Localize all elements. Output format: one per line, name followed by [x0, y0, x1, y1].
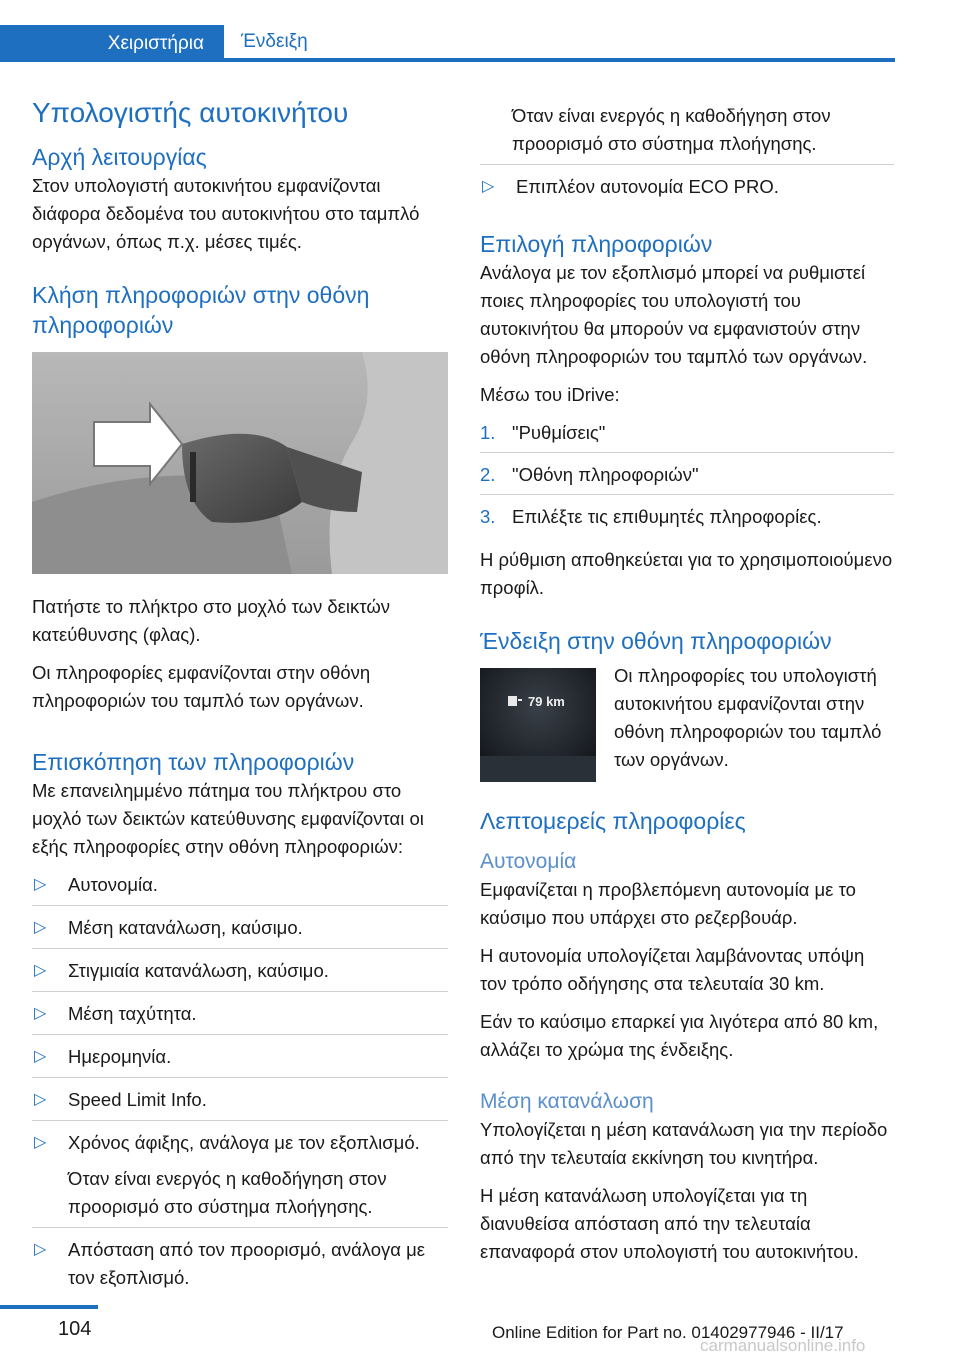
range-text-1: Εμφανίζεται η προβλεπόμενη αυτονομία με το καύσιμο που υπάρχει στο ρεζερβουάρ.	[480, 879, 856, 928]
info-display-image	[480, 668, 596, 782]
header-bar	[0, 0, 960, 62]
triangle-bullet-icon: ▷	[34, 1005, 47, 1022]
list-item: ▷ Απόσταση από τον προορισμό, ανάλογα με τον εξοπλισμό.	[32, 1236, 448, 1298]
triangle-bullet-icon: ▷	[34, 1134, 47, 1151]
list-item: ▷ Αυτονομία.	[32, 871, 448, 906]
subsection-range-heading: Αυτονομία	[480, 850, 577, 873]
triangle-bullet-icon: ▷	[34, 919, 47, 936]
page-title: Υπολογιστής αυτοκινήτου	[32, 97, 349, 128]
photo-caption-display: Οι πληροφορίες εμφανίζονται στην οθόνη πληροφοριών του ταμπλό των οργάνων.	[32, 662, 371, 711]
list-item: ▷ Μέση ταχύτητα.	[32, 1000, 448, 1035]
list-item: ▷ Χρόνος άφιξης, ανάλογα με τον εξοπλισμό. Όταν είναι ενεργός η καθοδήγηση στον προορισμό στο σύστημα πλοήγησης.	[32, 1129, 448, 1228]
triangle-bullet-icon: ▷	[34, 1241, 47, 1258]
info-list-continued	[480, 102, 894, 207]
right-column	[480, 102, 894, 1276]
step-item: 2. "Οθόνη πληροφοριών"	[480, 461, 894, 495]
info-list	[32, 871, 448, 1298]
subsection-avg-consumption-heading: Μέση κατανάλωση	[480, 1090, 654, 1113]
range-text-3: Εάν το καύσιμο επαρκεί για λιγότερα από 80 km, αλλάζει το χρώμα της ένδειξης.	[480, 1011, 879, 1060]
triangle-bullet-icon: ▷	[482, 178, 495, 195]
triangle-bullet-icon: ▷	[34, 962, 47, 979]
triangle-bullet-icon: ▷	[34, 1091, 47, 1108]
photo-caption-press: Πατήστε το πλήκτρο στο μοχλό των δεικτών κατεύθυνσης (φλας).	[32, 596, 391, 645]
range-text-2: Η αυτονομία υπολογίζεται λαμβάνοντας υπόψη τον τρόπο οδήγησης στα τελευταία 30 km.	[480, 945, 865, 994]
list-item-continued: Όταν είναι ενεργός η καθοδήγηση στον προορισμό στο σύστημα πλοήγησης.	[480, 102, 894, 165]
section-overview-text: Με επανειλημμένο πάτημα του πλήκτρου στο μοχλό των δεικτών κατεύθυνσης εμφανίζονται οι εξής πληροφορίες στην οθόνη πληροφοριών:	[32, 780, 424, 857]
section-call-info-heading: Κλήση πληροφοριών στην οθόνη πληροφοριών	[32, 282, 370, 338]
list-item: ▷ Ημερομηνία.	[32, 1043, 448, 1078]
section-principle-text: Στον υπολογιστή αυτοκινήτου εμφανίζονται διάφορα δεδομένα του αυτοκινήτου στο ταμπλό οργάνων, όπως π.χ. μέσες τιμές.	[32, 175, 420, 252]
section-details-heading: Λεπτομερείς πληροφορίες	[480, 808, 746, 834]
steps-note: Η ρύθμιση αποθηκεύεται για το χρησιμοποιούμενο προφίλ.	[480, 549, 893, 598]
triangle-bullet-icon: ▷	[34, 876, 47, 893]
header-divider	[0, 58, 895, 62]
tab-controls[interactable]: Χειριστήρια	[0, 25, 224, 62]
section-select-info-heading: Επιλογή πληροφοριών	[480, 231, 713, 257]
section-select-info-text: Ανάλογα με τον εξοπλισμό μπορεί να ρυθμιστεί ποιες πληροφορίες του υπολογιστή του αυτοκινήτου θα μπορούν να εμφανιστούν στην οθόνη πληροφοριών του ταμπλό των οργάνων.	[480, 262, 868, 367]
avg-consumption-text-2: Η μέση κατανάλωση υπολογίζεται για τη διανυθείσα απόσταση από την τελευταία επαναφορά στον υπολογιστή του αυτοκινήτου.	[480, 1185, 859, 1262]
watermark: carmanualsonline.info	[700, 1336, 866, 1355]
avg-consumption-text-1: Υπολογίζεται η μέση κατανάλωση για την περίοδο από την τελευταία εκκίνηση του κινητήρα.	[480, 1119, 888, 1168]
triangle-bullet-icon: ▷	[34, 1048, 47, 1065]
section-display-text: Οι πληροφορίες του υπολογιστή αυτοκινήτου εμφανίζονται στην οθόνη πληροφοριών του ταμπλό των οργάνων.	[614, 665, 882, 770]
display-row	[480, 662, 894, 784]
section-display-heading: Ένδειξη στην οθόνη πληροφοριών	[480, 628, 832, 654]
step-item: 1. "Ρυθμίσεις"	[480, 419, 894, 453]
list-item: ▷ Επιπλέον αυτονομία ECO PRO.	[480, 173, 894, 207]
section-principle-heading: Αρχή λειτουργίας	[32, 144, 207, 170]
list-item: ▷ Μέση κατανάλωση, καύσιμο.	[32, 914, 448, 949]
steps-list	[480, 419, 894, 536]
left-column	[32, 96, 448, 1306]
footer-divider	[0, 1305, 98, 1309]
tab-display[interactable]: Ένδειξη	[241, 30, 308, 52]
section-overview-heading: Επισκόπηση των πληροφοριών	[32, 749, 355, 775]
range-value: 79 km	[528, 694, 565, 709]
list-item: ▷ Speed Limit Info.	[32, 1086, 448, 1121]
idrive-label: Μέσω του iDrive:	[480, 384, 620, 405]
list-item-note: Όταν είναι ενεργός η καθοδήγηση στον προορισμό στο σύστημα πλοήγησης.	[68, 1168, 387, 1217]
turn-signal-lever-photo	[32, 352, 448, 574]
page-number: 104	[58, 1318, 92, 1340]
list-item: ▷ Στιγμιαία κατανάλωση, καύσιμο.	[32, 957, 448, 992]
step-item: 3. Επιλέξτε τις επιθυμητές πληροφορίες.	[480, 506, 822, 527]
edition-note: Online Edition for Part no. 01402977946 - II/17	[492, 1323, 844, 1342]
